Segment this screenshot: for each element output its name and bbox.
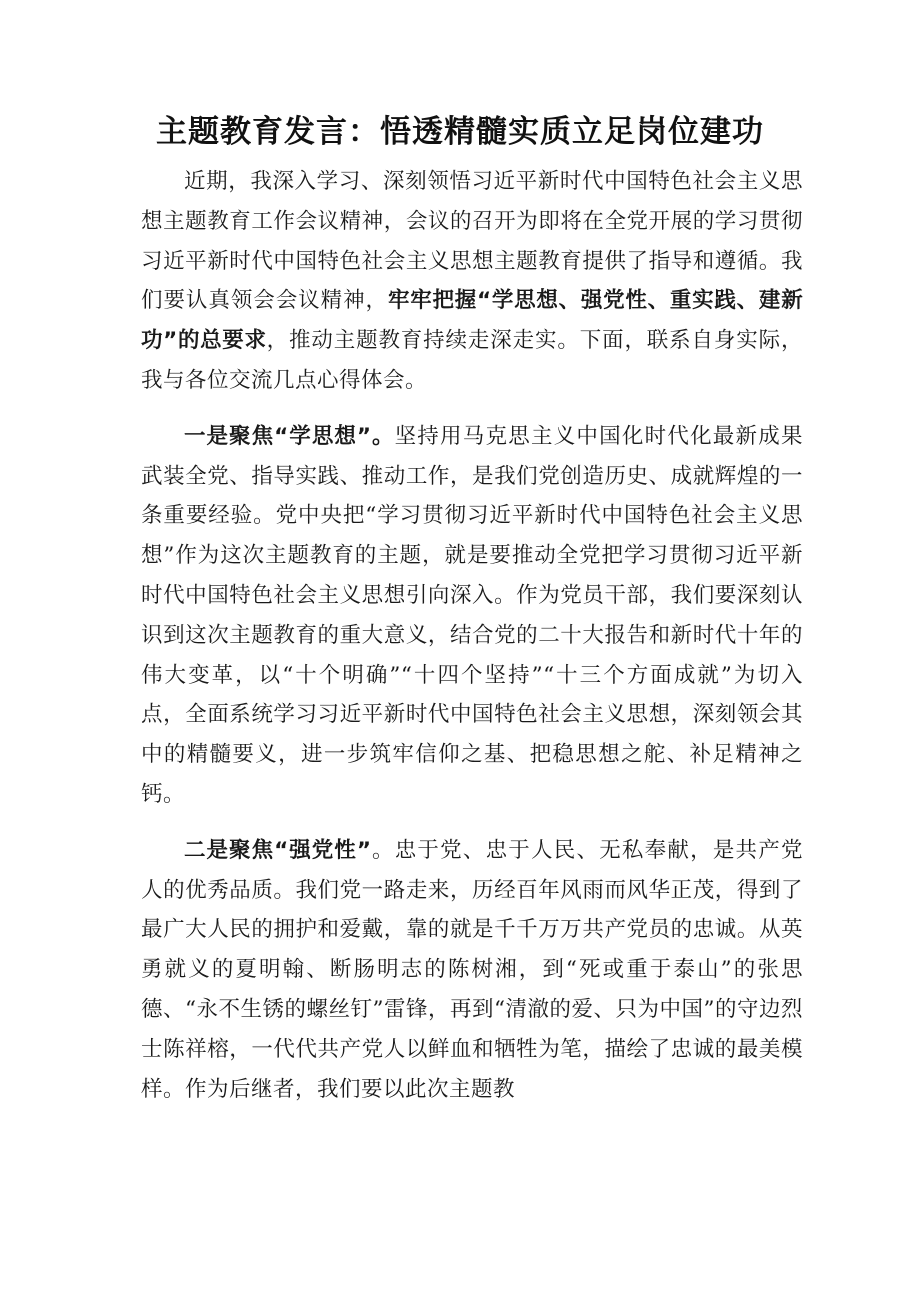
paragraph-intro [141,162,803,401]
document-title: 主题教育发言：悟透精髓实质立足岗位建功 [156,114,764,150]
paragraph-intro-emphasis: 牢牢把握“学思想、强党性、重实践、建新功”的总要求 [141,288,803,354]
paragraph-point-two-heading: 二是聚焦“强党性” [184,837,372,863]
paragraph-point-one-text: 坚持用马克思主义中国化时代化最新成果武装全党、指导实践、推动工作，是我们党创造历史、成就辉煌的一条重要经验。党中央把“学习贯彻习近平新时代中国特色社会主义思想”作为这次主题教育的主题，就是要推动全党把学习贯彻习近平新时代中国特色社会主义思想引向深入。作为党员干部，我们要深刻认识到这次主题教育的重大意义，结合党的二十大报告和新时代十年的伟大变革，以“十个明确”“十四个坚持”“十三个方面成就”为切入点，全面系统学习习近平新时代中国特色社会主义思想，深刻领会其中的精髓要义，进一步筑牢信仰之基、把稳思想之舵、补足精神之钙。 [141,423,803,807]
document-body [141,162,803,1109]
paragraph-intro-rest: ，推动主题教育持续走深走实。下面，联系自身实际，我与各位交流几点心得体会。 [141,328,803,393]
paragraph-point-one-heading: 一是聚焦“学思想”。 [184,423,395,449]
paragraph-point-one [141,417,803,815]
paragraph-point-two [141,831,803,1110]
paragraph-intro-lead: 近期，我深入学习、深刻领悟习近平新时代中国特色社会主义思想主题教育工作会议精神，会议的召开为即将在全党开展的学习贯彻习近平新时代中国特色社会主义思想主题教育提供了指导和遵循。我们要认真领会会议精神， [141,169,803,314]
paragraph-point-two-text: 。忠于党、忠于人民、无私奉献，是共产党人的优秀品质。我们党一路走来，历经百年风雨而风华正茂，得到了最广大人民的拥护和爱戴，靠的就是千千万万共产党员的忠诚。从英勇就义的夏明翰、断肠明志的陈树湘，到“死或重于泰山”的张思德、“永不生锈的螺丝钉”雷锋，再到“清澈的爱、只为中国”的守边烈士陈祥榕，一代代共产党人以鲜血和牺牲为笔，描绘了忠诚的最美模样。作为后继者，我们要以此次主题教 [141,837,803,1102]
